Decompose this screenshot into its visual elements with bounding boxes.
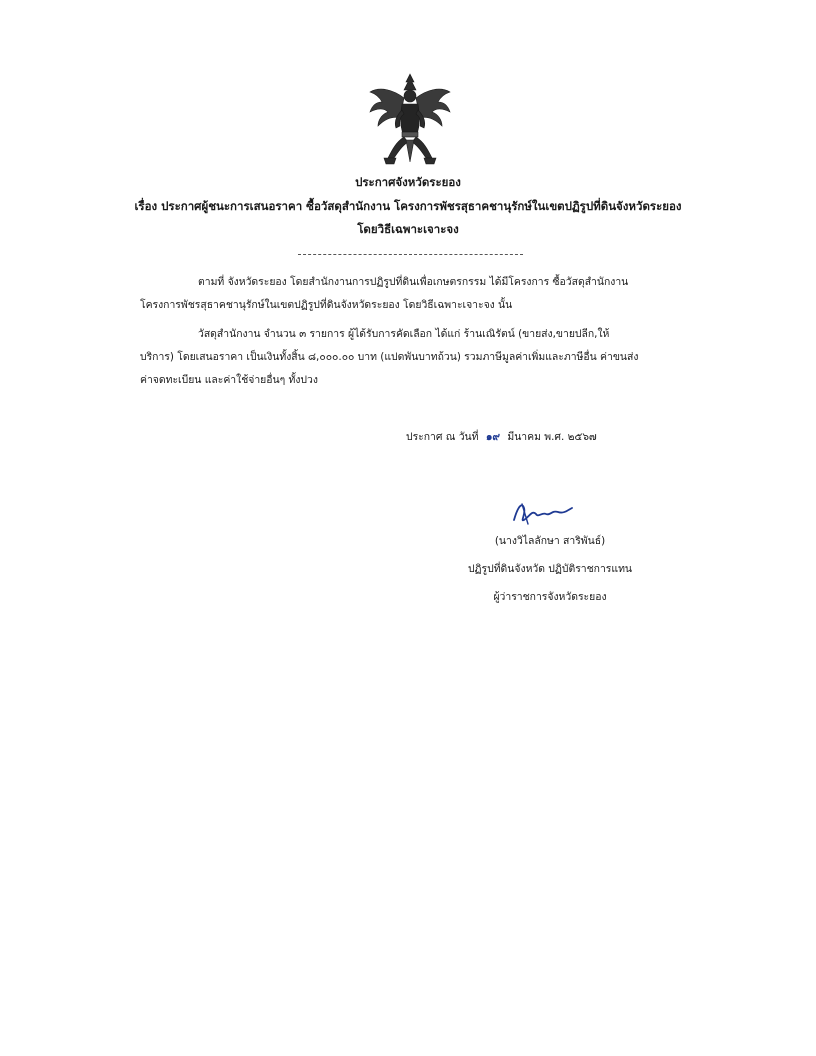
signer-name: (นางวิไลลักษา สาริพันธ์) (494, 535, 606, 547)
body-paragraph-line: บริการ) โดยเสนอราคา เป็นเงินทั้งสิ้น ๘,๐๐๐.๐๐ บาท (แปดพันบาทถ้วน) รวมภาษีมูลค่าเพิ่มและภาษีอื่น ค่าขนส่ง (140, 351, 639, 363)
signer-authority: ผู้ว่าราชการจังหวัดระยอง (493, 591, 607, 603)
body-paragraph-line: โครงการพัชรสุธาคชานุรักษ์ในเขตปฏิรูปที่ดินจังหวัดระยอง โดยวิธีเฉพาะเจาะจง นั้น (140, 299, 513, 311)
separator-line (298, 254, 523, 255)
date-month-year: มีนาคม พ.ศ. ๒๕๖๗ (507, 431, 597, 443)
body-paragraph-line: วัสดุสำนักงาน จำนวน ๓ รายการ ผู้ได้รับการคัดเลือก ได้แก่ ร้านเณิรัตน์ (ขายส่ง,ขายปลีก,ให้ (198, 328, 610, 340)
handwritten-signature-icon (508, 498, 578, 528)
procurement-method: โดยวิธีเฉพาะเจาะจง (357, 222, 459, 236)
body-paragraph-line: ค่าจดทะเบียน และค่าใช้จ่ายอื่นๆ ทั้งปวง (140, 374, 318, 386)
announcement-subject: เรื่อง ประกาศผู้ชนะการเสนอราคา ซื้อวัสดุสำนักงาน โครงการพัชรสุธาคชานุรักษ์ในเขตปฏิรูปที่ดินจังหวัดระยอง (134, 199, 682, 213)
signer-position: ปฏิรูปที่ดินจังหวัด ปฏิบัติราชการแทน (467, 563, 633, 575)
body-paragraph-line: ตามที่ จังหวัดระยอง โดยสำนักงานการปฏิรูปที่ดินเพื่อเกษตรกรรม ได้มีโครงการ ซื้อวัสดุสำนักงาน (198, 276, 629, 288)
date-prefix: ประกาศ ณ วันที่ (406, 431, 479, 443)
garuda-emblem-icon (366, 72, 454, 168)
announcement-date (406, 428, 597, 445)
date-day: ๑๙ (485, 431, 501, 443)
announcement-title: ประกาศจังหวัดระยอง (355, 175, 461, 189)
